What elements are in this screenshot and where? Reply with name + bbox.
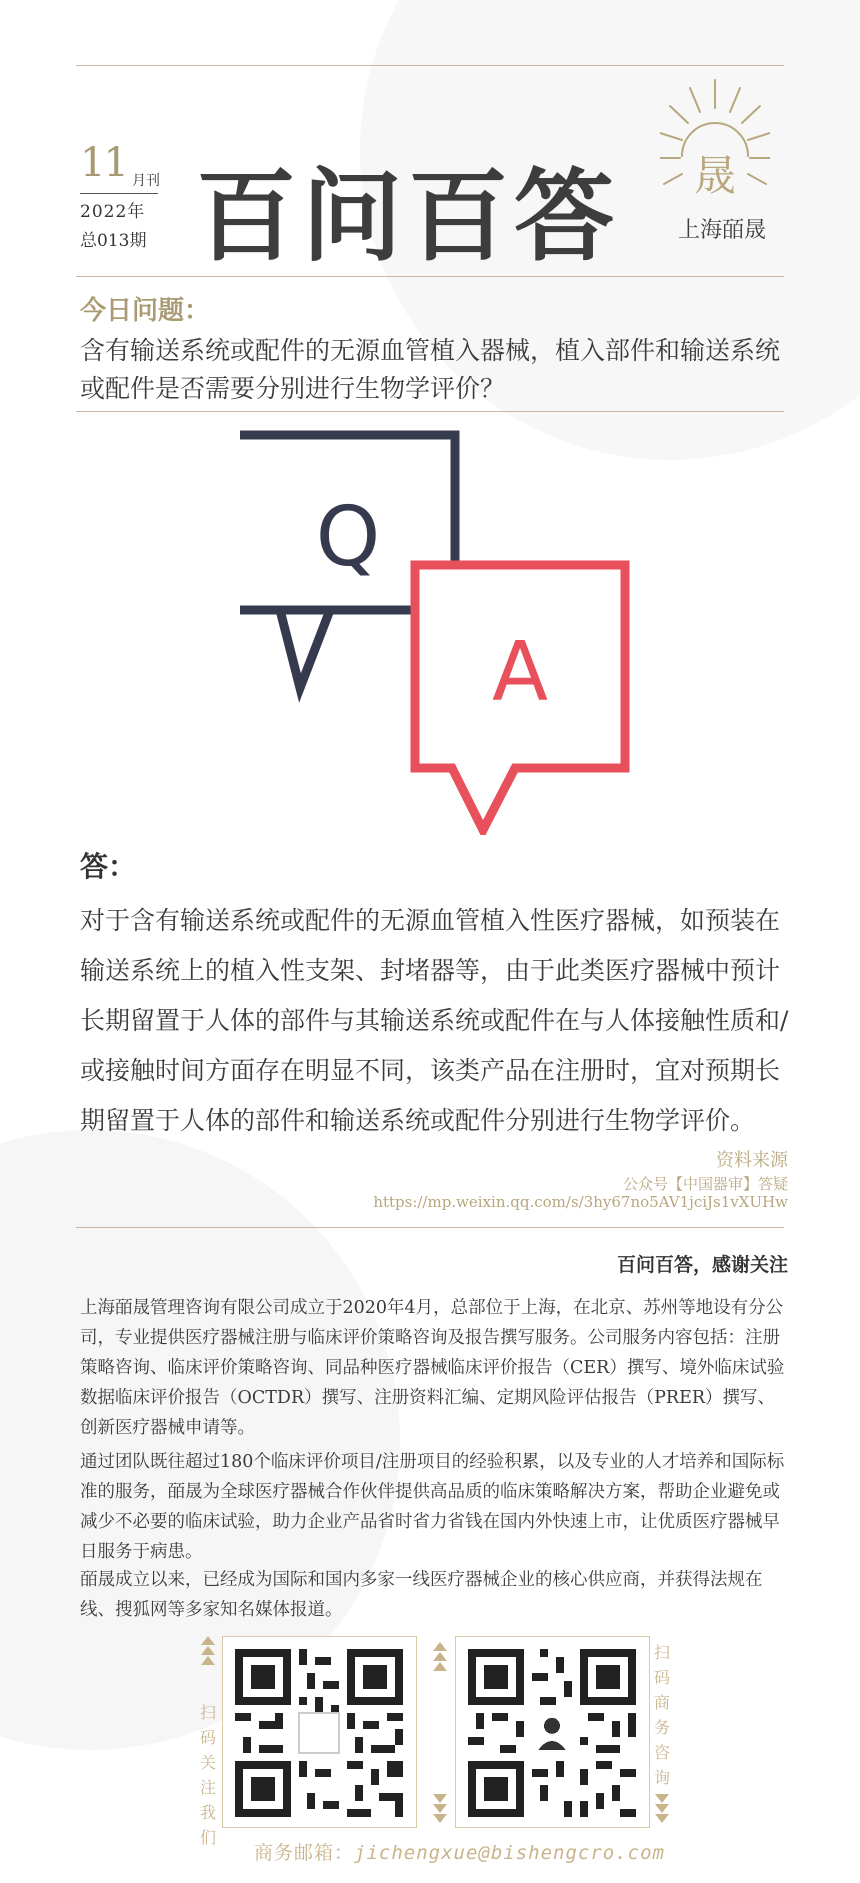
intro-paragraph: 上海皕晟管理咨询有限公司成立于2020年4月，总部位于上海，在北京、苏州等地设有分公司，专业提供医疗器械注册与临床评价策略咨询及报告撰写服务。公司服务内容包括：注册策略咨询、临床评价策略咨询、同品种医疗器械临床评价报告（CER）撰写、境外临床试验数据临床评价报告（OCTDR）撰写、注册资料汇编、定期风险评估报告（PRER）撰写、创新医疗器械申请等。: [80, 1298, 785, 1438]
question-heading: 今日问题：: [80, 296, 211, 326]
answer-letter: A: [491, 625, 549, 720]
question-letter: Q: [315, 490, 381, 585]
source-account: 公众号【中国器审】答疑: [622, 1175, 788, 1193]
business-email: [254, 1838, 665, 1865]
qr-code-follow[interactable]: [222, 1636, 417, 1828]
source-title: 资料来源: [716, 1150, 788, 1171]
divider-source: [76, 1227, 784, 1228]
intro-paragraph: 皕晟成立以来，已经成为国际和国内多家一线医疗器械企业的核心供应商，并获得法规在线、搜狐网等多家知名媒体报道。: [80, 1570, 763, 1620]
question-text: 含有输送系统或配件的无源血管植入器械，植入部件和输送系统或配件是否需要分别进行生物学评价？: [80, 336, 781, 403]
answer-heading: 答：: [80, 850, 137, 883]
qr-code-business[interactable]: [455, 1636, 650, 1828]
qr-code-icon: [235, 1649, 403, 1817]
issue-total: 总013期: [80, 231, 147, 251]
issue-divider: [80, 193, 158, 194]
divider-top: [76, 65, 784, 66]
email-label: 商务邮箱：: [254, 1842, 355, 1864]
brand-name: 上海皕晟: [678, 218, 767, 243]
intro-paragraph: 通过团队既往超过180个临床评价项目/注册项目的经验积累，以及专业的人才培养和国际标准的服务，皕晟为全球医疗器械合作伙伴提供高品质的临床策略解决方案，帮助企业避免或减少不必要的临床试验，助力企业产品省时省力省钱在国内外快速上市，让优质医疗器械早日服务于病患。: [80, 1452, 785, 1562]
email-address-link[interactable]: jichengxue@bishengcro.com: [354, 1842, 665, 1864]
arrows-up-icon: [198, 1636, 218, 1666]
answer-text: 对于含有输送系统或配件的无源血管植入性医疗器械，如预装在输送系统上的植入性支架、封堵器等，由于此类医疗器械中预计长期留置于人体的部件与其输送系统或配件在与人体接触性质和/或接触时间方面存在明显不同，该类产品在注册时，宜对预期长期留置于人体的部件和输送系统或配件分别进行生物学评价。: [80, 906, 789, 1135]
arrows-down-icon: [430, 1794, 450, 1824]
issue-month-unit: 月刊: [132, 173, 160, 189]
thanks-text: 百问百答，感谢关注: [616, 1254, 788, 1276]
issue-year: 2022年: [80, 202, 146, 222]
qr-left-caption: 扫码关注我们: [199, 1703, 216, 1847]
issue-month: 11: [80, 140, 127, 186]
arrows-down-icon: [652, 1794, 672, 1824]
divider-question: [76, 411, 784, 412]
arrows-up-icon: [430, 1642, 450, 1672]
qa-bubbles-icon: [230, 425, 640, 835]
logo-character: 晟: [693, 151, 737, 200]
source-url-link[interactable]: https://mp.weixin.qq.com/s/3hy67no5AV1jciJs1vXUHw: [373, 1193, 788, 1211]
page-title: 百问百答: [196, 158, 620, 275]
divider-header: [76, 276, 784, 277]
sun-logo-icon: [660, 78, 770, 208]
qr-right-caption: 扫码商务咨询: [653, 1643, 670, 1787]
qr-code-icon: [468, 1649, 636, 1817]
